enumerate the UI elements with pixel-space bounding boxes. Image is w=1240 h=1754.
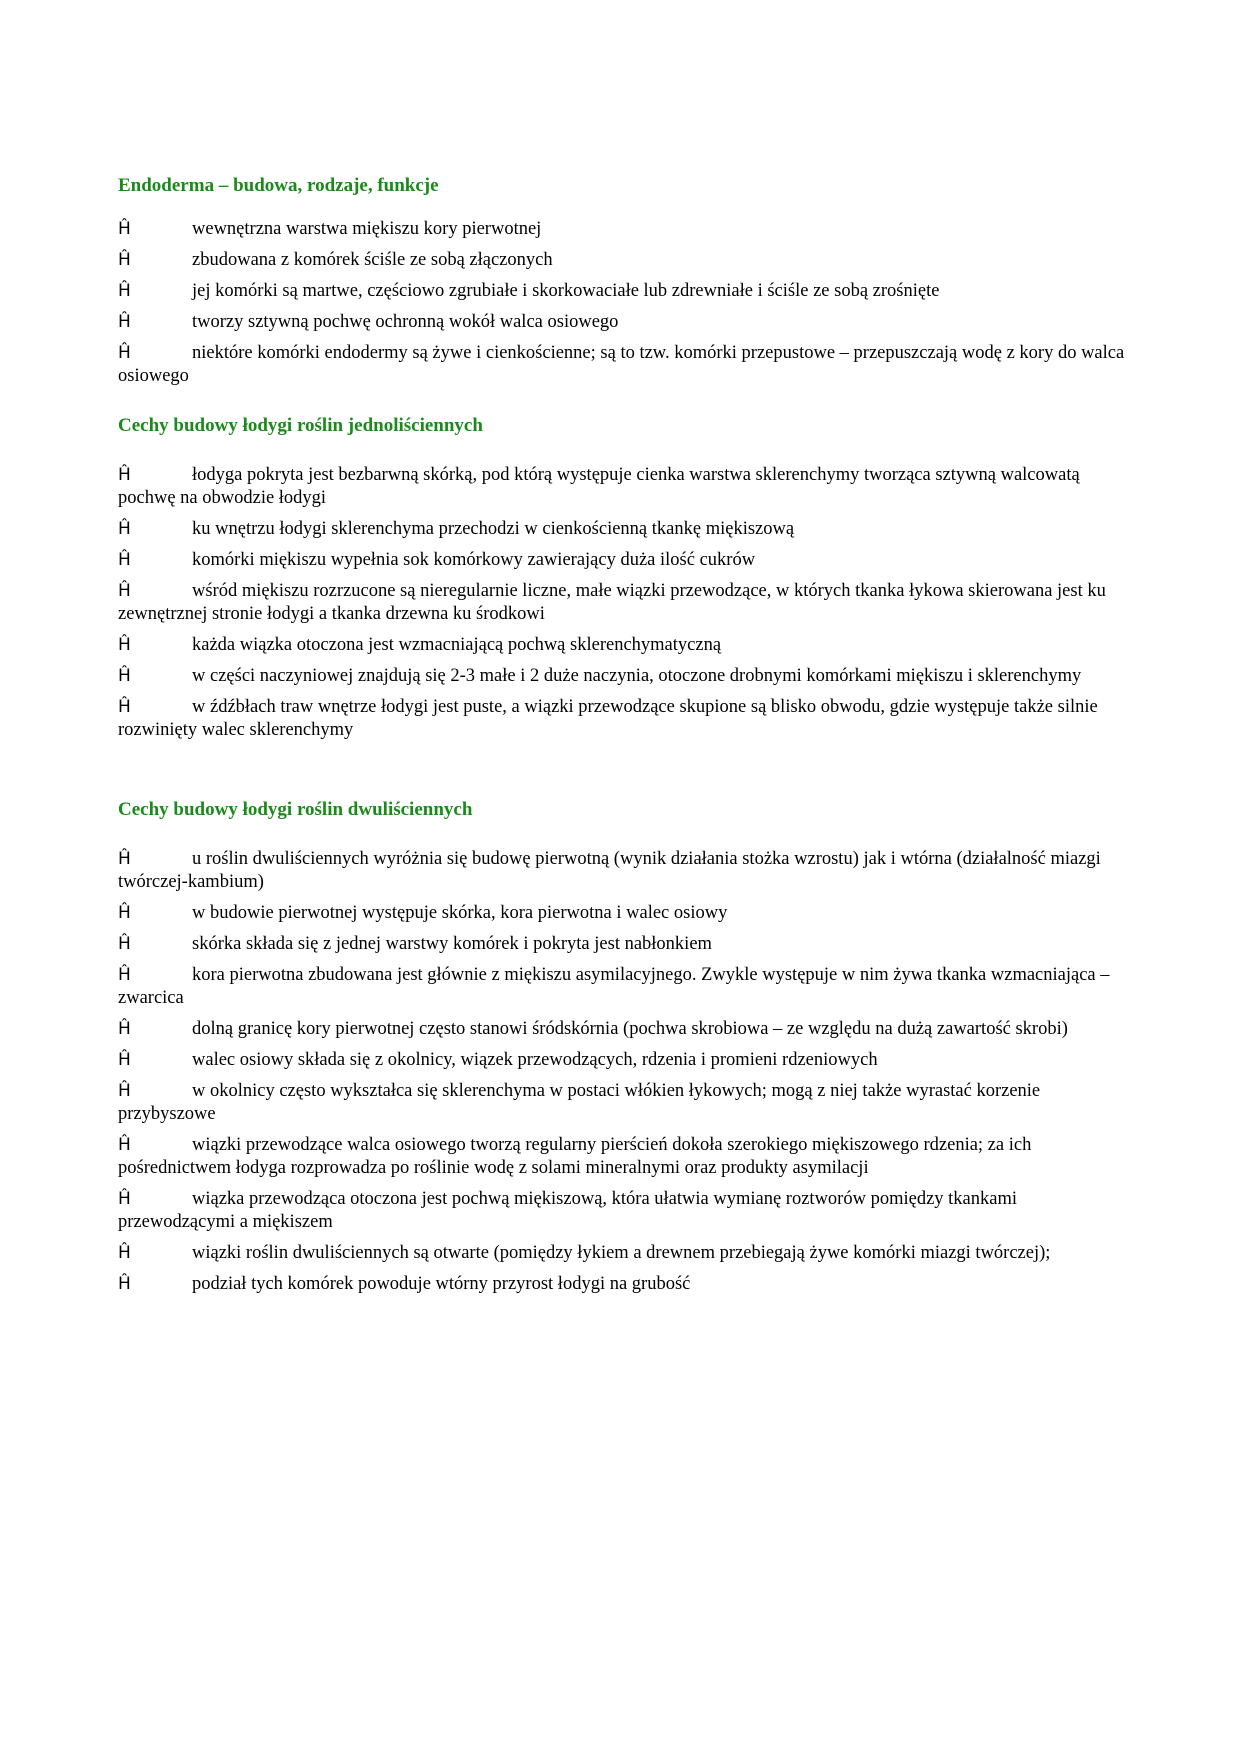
list-item-text: u roślin dwuliściennych wyróżnia się budowę pierwotną (wynik działania stożka wzrostu) jak i wtórna (działalność miazgi twórczej-kambium) <box>118 849 1101 892</box>
list-item <box>118 902 1128 925</box>
bullet-icon: Ĥ <box>118 1189 131 1209</box>
list-item <box>118 580 1128 626</box>
list-item <box>118 218 1128 241</box>
document-page <box>118 174 1128 1304</box>
bullet-icon: Ĥ <box>118 281 131 301</box>
list-item <box>118 1018 1128 1041</box>
list-item-text: w części naczyniowej znajdują się 2-3 małe i 2 duże naczynia, otoczone drobnymi komórkami miękiszu i sklerenchymy <box>192 666 1082 686</box>
list-item-text: wewnętrzna warstwa miękiszu kory pierwotnej <box>192 219 542 239</box>
list-item-text: w budowie pierwotnej występuje skórka, kora pierwotna i walec osiowy <box>192 903 728 923</box>
section-dicots <box>118 798 1128 1296</box>
list-item-text: każda wiązka otoczona jest wzmacniającą pochwą sklerenchymatyczną <box>192 635 722 655</box>
list-item <box>118 665 1128 688</box>
list-item <box>118 1134 1128 1180</box>
bullet-list <box>118 848 1128 1296</box>
section-heading: Cechy budowy łodygi roślin dwuliściennych <box>118 799 473 820</box>
bullet-icon: Ĥ <box>118 1135 131 1155</box>
list-item <box>118 518 1128 541</box>
list-item <box>118 1049 1128 1072</box>
list-item <box>118 311 1128 334</box>
list-item-text: wiązki roślin dwuliściennych są otwarte (pomiędzy łykiem a drewnem przebiegają żywe komórki miazgi twórczej); <box>192 1243 1051 1263</box>
section-endoderma <box>118 174 1128 388</box>
list-item <box>118 1080 1128 1126</box>
bullet-list <box>118 218 1128 388</box>
list-item <box>118 696 1128 742</box>
list-item <box>118 464 1128 510</box>
list-item <box>118 1188 1128 1234</box>
list-item-text: w okolnicy często wykształca się sklerenchyma w postaci włókien łykowych; mogą z niej także wyrastać korzenie przybyszowe <box>118 1081 1041 1124</box>
bullet-icon: Ĥ <box>118 903 131 923</box>
list-item <box>118 1242 1128 1265</box>
bullet-icon: Ĥ <box>118 581 131 601</box>
list-item-text: jej komórki są martwe, częściowo zgrubiałe i skorkowaciałe lub zdrewniałe i ściśle ze sobą zrośnięte <box>192 281 940 301</box>
list-item <box>118 280 1128 303</box>
bullet-icon: Ĥ <box>118 550 131 570</box>
bullet-icon: Ĥ <box>118 635 131 655</box>
list-item <box>118 342 1128 388</box>
list-item <box>118 848 1128 894</box>
bullet-icon: Ĥ <box>118 1274 131 1294</box>
list-item <box>118 933 1128 956</box>
bullet-icon: Ĥ <box>118 934 131 954</box>
section-heading: Cechy budowy łodygi roślin jednoliściennych <box>118 415 483 436</box>
bullet-icon: Ĥ <box>118 250 131 270</box>
list-item <box>118 634 1128 657</box>
bullet-icon: Ĥ <box>118 849 131 869</box>
list-item-text: wiązka przewodząca otoczona jest pochwą miękiszową, która ułatwia wymianę roztworów pomiędzy tkankami przewodzącymi a miękiszem <box>118 1189 1017 1232</box>
bullet-icon: Ĥ <box>118 343 131 363</box>
list-item-text: dolną granicę kory pierwotnej często stanowi śródskórnia (pochwa skrobiowa – ze względu na dużą zawartość skrobi) <box>192 1019 1068 1039</box>
bullet-icon: Ĥ <box>118 1243 131 1263</box>
list-item <box>118 964 1128 1010</box>
list-item <box>118 549 1128 572</box>
bullet-icon: Ĥ <box>118 465 131 485</box>
bullet-icon: Ĥ <box>118 219 131 239</box>
list-item-text: wiązki przewodzące walca osiowego tworzą regularny pierścień dokoła szerokiego miękiszowego rdzenia; za ich pośrednictwem łodyga rozprowadza po roślinie wodę z solami mineralnymi oraz produkty asymilacji <box>118 1135 1032 1178</box>
list-item-text: skórka składa się z jednej warstwy komórek i pokryta jest nabłonkiem <box>192 934 712 954</box>
bullet-icon: Ĥ <box>118 666 131 686</box>
list-item-text: komórki miękiszu wypełnia sok komórkowy zawierający duża ilość cukrów <box>192 550 756 570</box>
bullet-icon: Ĥ <box>118 1019 131 1039</box>
section-monocots <box>118 414 1128 742</box>
section-heading: Endoderma – budowa, rodzaje, funkcje <box>118 175 439 196</box>
list-item <box>118 1273 1128 1296</box>
list-item-text: zbudowana z komórek ściśle ze sobą złączonych <box>192 250 553 270</box>
bullet-icon: Ĥ <box>118 1081 131 1101</box>
bullet-icon: Ĥ <box>118 697 131 717</box>
bullet-icon: Ĥ <box>118 965 131 985</box>
list-item-text: walec osiowy składa się z okolnicy, wiązek przewodzących, rdzenia i promieni rdzeniowych <box>192 1050 878 1070</box>
bullet-icon: Ĥ <box>118 1050 131 1070</box>
bullet-icon: Ĥ <box>118 312 131 332</box>
list-item <box>118 249 1128 272</box>
list-item-text: niektóre komórki endodermy są żywe i cienkościenne; są to tzw. komórki przepustowe – przepuszczają wodę z kory do walca osiowego <box>118 343 1125 386</box>
list-item-text: tworzy sztywną pochwę ochronną wokół walca osiowego <box>192 312 619 332</box>
list-item-text: ku wnętrzu łodygi sklerenchyma przechodzi w cienkościenną tkankę miękiszową <box>192 519 795 539</box>
list-item-text: w źdźbłach traw wnętrze łodygi jest puste, a wiązki przewodzące skupione są blisko obwodu, gdzie występuje także silnie rozwinięty walec sklerenchymy <box>118 697 1098 740</box>
list-item-text: łodyga pokryta jest bezbarwną skórką, pod którą występuje cienka warstwa sklerenchymy tworząca sztywną walcowatą pochwę na obwodzie łodygi <box>118 465 1080 508</box>
bullet-list <box>118 464 1128 742</box>
list-item-text: podział tych komórek powoduje wtórny przyrost łodygi na grubość <box>192 1274 691 1294</box>
list-item-text: wśród miękiszu rozrzucone są nieregularnie liczne, małe wiązki przewodzące, w których tkanka łykowa skierowana jest ku zewnętrznej stronie łodygi a tkanka drzewna ku środkowi <box>118 581 1106 624</box>
list-item-text: kora pierwotna zbudowana jest głównie z miękiszu asymilacyjnego. Zwykle występuje w nim żywa tkanka wzmacniająca – zwarcica <box>118 965 1110 1008</box>
bullet-icon: Ĥ <box>118 519 131 539</box>
